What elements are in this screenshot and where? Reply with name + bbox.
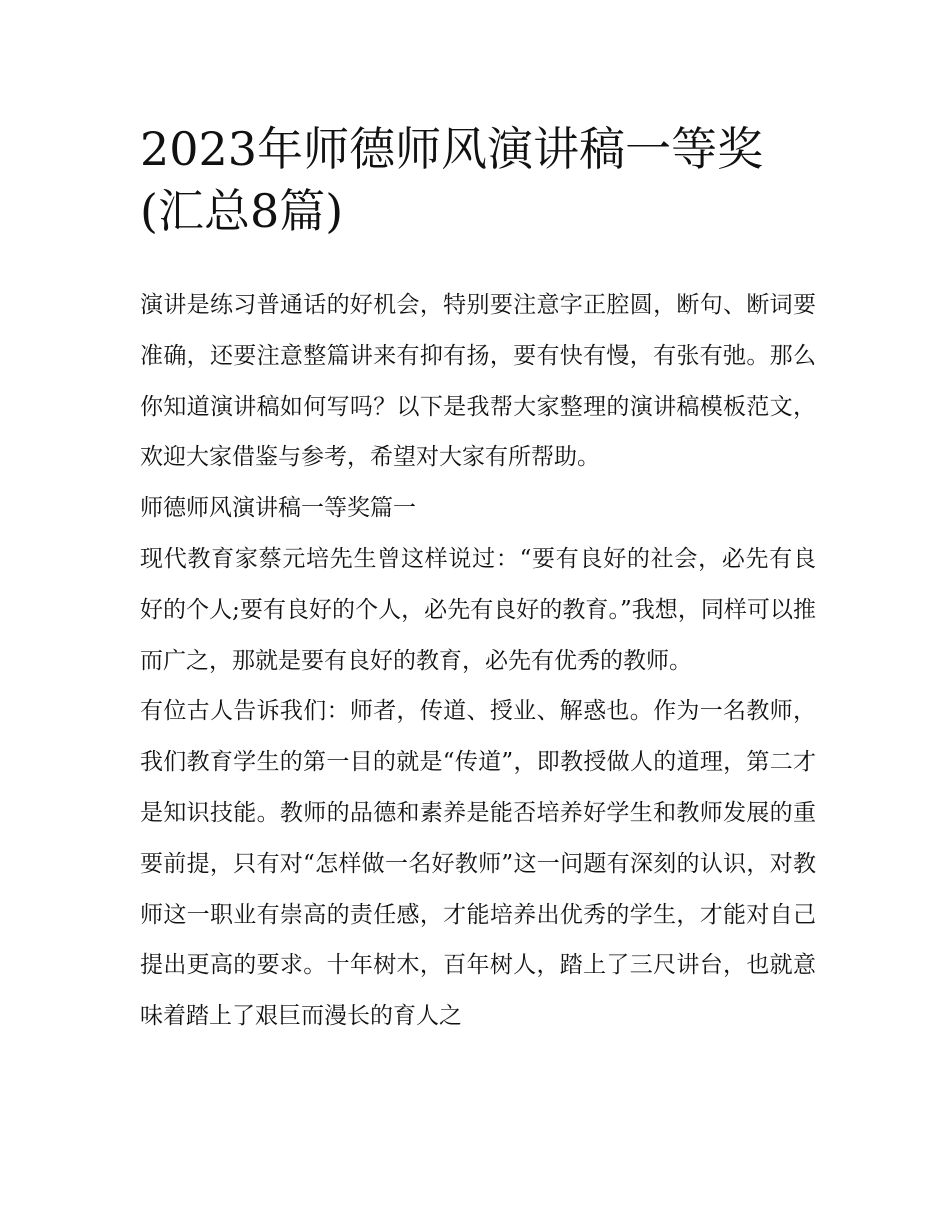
document-title: 2023年师德师风演讲稿一等奖(汇总8篇) xyxy=(140,122,764,238)
body-paragraph: 现代教育家蔡元培先生曾这样说过：“要有良好的社会，必先有良好的个人;要有良好的个人，必先有良好的教育。”我想，同样可以推而广之，那就是要有良好的教育，必先有优秀的教师。 xyxy=(140,545,816,674)
body-paragraph: 有位古人告诉我们：师者，传道、授业、解惑也。作为一名教师，我们教育学生的第一目的就是“传道”，即教授做人的道理，第二才是知识技能。教师的品德和素养是能否培养好学生和教师发展的重要前提，只有对“怎样做一名好教师”这一问题有深刻的认识，对教师这一职业有崇高的责任感，才能培养出优秀的学生，才能对自己提出更高的要求。十年树木，百年树人，踏上了三尺讲台，也就意味着踏上了艰巨而漫长的育人之 xyxy=(140,698,816,1030)
section-heading: 师德师风演讲稿一等奖篇一 xyxy=(140,495,416,522)
document-body xyxy=(140,280,816,1042)
intro-paragraph: 演讲是练习普通话的好机会，特别要注意字正腔圆，断句、断词要准确，还要注意整篇讲来有抑有扬，要有快有慢，有张有弛。那么你知道演讲稿如何写吗？以下是我帮大家整理的演讲稿模板范文，欢迎大家借鉴与参考，希望对大家有所帮助。 xyxy=(140,292,816,471)
